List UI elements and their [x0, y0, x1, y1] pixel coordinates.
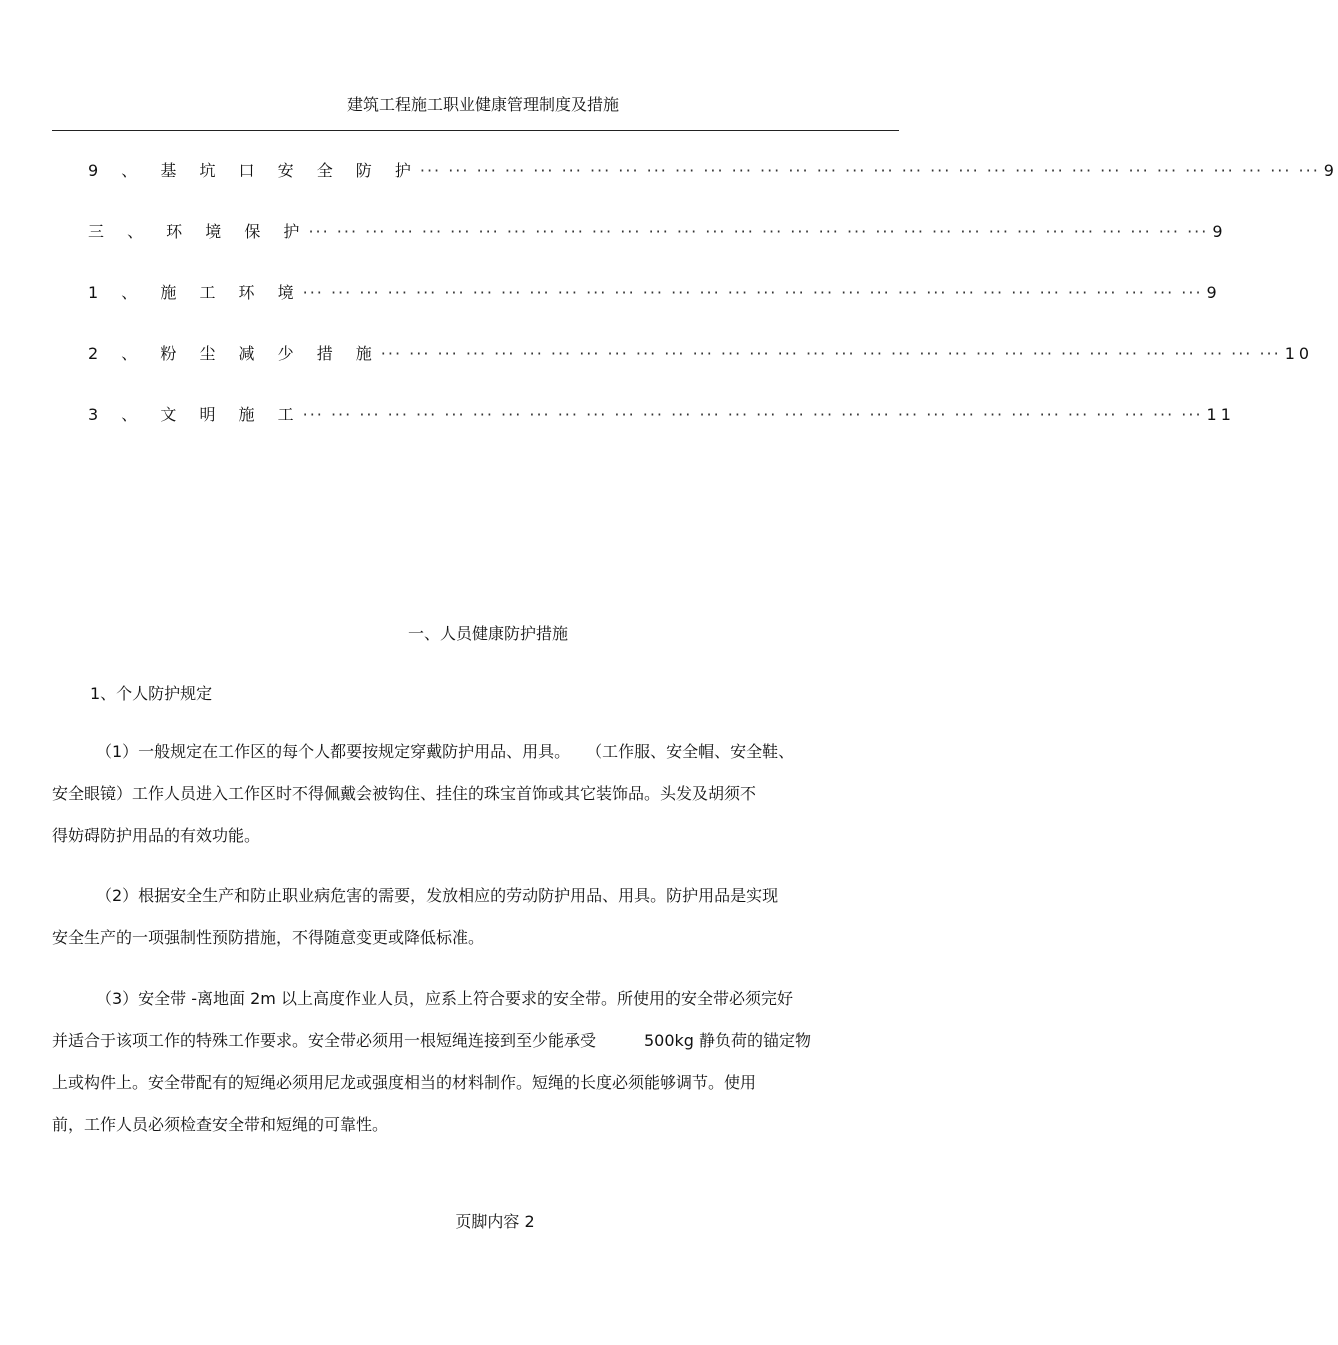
toc-entry-page: 9 — [1206, 283, 1221, 302]
toc-entry[interactable] — [88, 402, 1235, 426]
body-paragraph — [52, 978, 904, 1146]
header-divider — [52, 130, 899, 131]
toc-leader-dots: ··· ··· ··· ··· ··· ··· ··· ··· ··· ··· ··· ··· ··· ··· ··· ··· ··· ··· ··· ··· ··· ··· ··· ··· ··· ··· ··· ··· ··· ··· ··· ··· — [302, 405, 1203, 424]
toc-entry-page: 11 — [1206, 405, 1235, 424]
toc-leader-dots: ··· ··· ··· ··· ··· ··· ··· ··· ··· ··· ··· ··· ··· ··· ··· ··· ··· ··· ··· ··· ··· ··· ··· ··· ··· ··· ··· ··· ··· ··· ··· ··· — [380, 344, 1281, 363]
toc-leader-dots: ··· ··· ··· ··· ··· ··· ··· ··· ··· ··· ··· ··· ··· ··· ··· ··· ··· ··· ··· ··· ··· ··· ··· ··· ··· ··· ··· ··· ··· ··· ··· ··· — [302, 283, 1203, 302]
paragraph-line: （1）一般规定在工作区的每个人都要按规定穿戴防护用品、用具。 （工作服、安全帽、安全鞋、 — [96, 742, 795, 761]
toc-entry-page: 10 — [1284, 344, 1314, 363]
toc-entry-label: 三 、 环 境 保 护 — [88, 222, 309, 241]
body-paragraph — [52, 731, 904, 857]
paragraph-line: 上或构件上。安全带配有的短绳必须用尼龙或强度相当的材料制作。短绳的长度必须能够调节。使用 — [52, 1073, 757, 1092]
section-heading: 一、人员健康防护措施 — [407, 624, 568, 643]
paragraph-line: （3）安全带 -离地面 2m 以上高度作业人员，应系上符合要求的安全带。所使用的安全带必须完好 — [96, 989, 793, 1008]
toc-leader-dots: ··· ··· ··· ··· ··· ··· ··· ··· ··· ··· ··· ··· ··· ··· ··· ··· ··· ··· ··· ··· ··· ··· ··· ··· ··· ··· ··· ··· ··· ··· ··· ··· — [308, 222, 1209, 241]
toc-entry[interactable] — [88, 341, 1314, 365]
toc-entry-label: 9 、 基 坑 口 安 全 防 护 — [88, 161, 420, 180]
toc-entry-page: 9 — [1212, 222, 1227, 241]
paragraph-line: 前，工作人员必须检查安全带和短绳的可靠性。 — [52, 1115, 389, 1134]
toc-entry[interactable] — [88, 219, 1227, 243]
paragraph-line: （2）根据安全生产和防止职业病危害的需要，发放相应的劳动防护用品、用具。防护用品是实现 — [96, 886, 779, 905]
toc-entry-page: 9 — [1323, 161, 1338, 180]
paragraph-line: 并适合于该项工作的特殊工作要求。安全带必须用一根短绳连接到至少能承受 500kg 静负荷的锚定物 — [52, 1031, 812, 1050]
toc-entry-label: 1 、 施 工 环 境 — [88, 283, 303, 302]
toc-leader-dots: ··· ··· ··· ··· ··· ··· ··· ··· ··· ··· ··· ··· ··· ··· ··· ··· ··· ··· ··· ··· ··· ··· ··· ··· ··· ··· ··· ··· ··· ··· ··· ··· — [419, 161, 1320, 180]
paragraph-line: 安全眼镜）工作人员进入工作区时不得佩戴会被钩住、挂住的珠宝首饰或其它装饰品。头发及胡须不 — [52, 784, 757, 803]
paragraph-line: 得妨碍防护用品的有效功能。 — [52, 826, 261, 845]
paragraph-line: 安全生产的一项强制性预防措施，不得随意变更或降低标准。 — [52, 928, 485, 947]
body-paragraph — [52, 875, 904, 959]
toc-entry[interactable] — [88, 158, 1338, 182]
toc-entry-label: 2 、 粉 尘 减 少 措 施 — [88, 344, 381, 363]
toc-entry[interactable] — [88, 280, 1221, 304]
page-footer: 页脚内容 2 — [455, 1212, 535, 1231]
page-header-title: 建筑工程施工职业健康管理制度及措施 — [346, 95, 619, 114]
subsection-heading: 1、个人防护规定 — [90, 684, 213, 703]
toc-entry-label: 3 、 文 明 施 工 — [88, 405, 303, 424]
